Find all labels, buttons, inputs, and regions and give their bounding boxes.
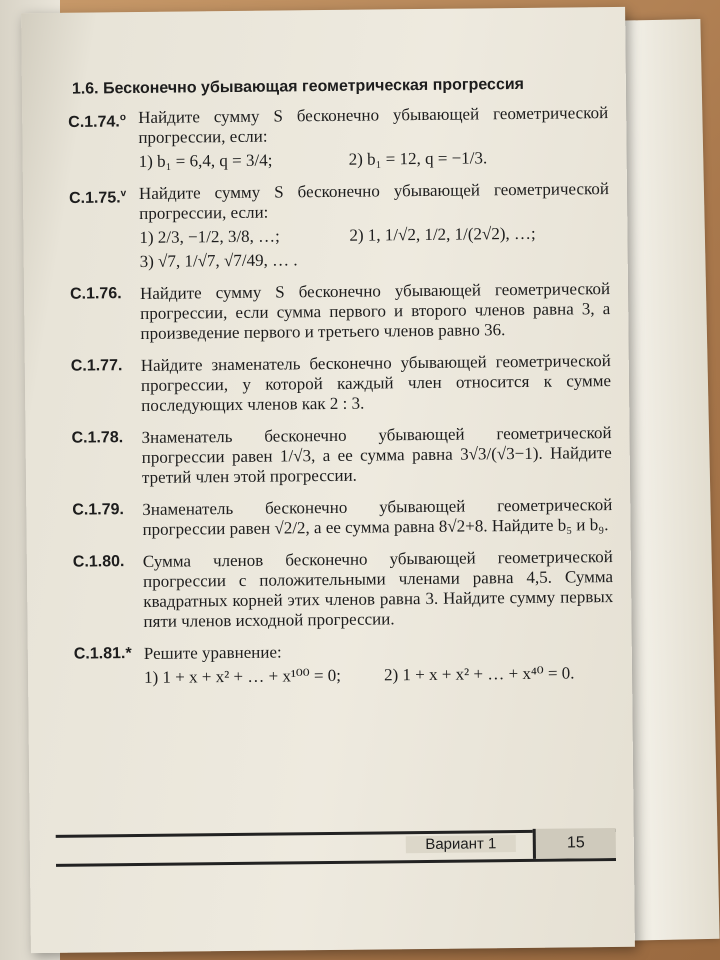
problem-number: C.1.77. — [70, 357, 123, 375]
variant-label: Вариант 1 — [406, 835, 516, 853]
book-page — [21, 7, 635, 953]
option-1: 1) 1 + x + x² + … + x¹⁰⁰ = 0; — [143, 665, 342, 687]
options — [139, 223, 609, 248]
problem-1-77 — [71, 351, 612, 417]
problem-text: Найдите сумму S бесконечно убывающей геометрической прогрессии, если сумма первого и второго членов равна 3, а произведение первого и третьего членов равно 36. — [139, 279, 611, 343]
difficulty-mark: v — [120, 188, 127, 200]
options — [139, 147, 609, 172]
difficulty-mark: o — [119, 112, 126, 124]
problem-1-76 — [70, 279, 611, 345]
options — [144, 663, 614, 688]
problem-1-78 — [71, 423, 612, 489]
problem-text: Решите уравнение: — [143, 642, 282, 663]
problem-number: C.1.76. — [69, 285, 122, 303]
problem-number: C.1.75. — [68, 189, 121, 208]
problem-text: Найдите сумму S бесконечно убывающей геометрической прогрессии, если: — [138, 103, 609, 147]
problem-number: C.1.81. — [73, 645, 126, 663]
problem-text: Найдите сумму S бесконечно убывающей геометрической прогрессии, если: — [138, 179, 610, 223]
problem-1-79 — [72, 495, 612, 541]
problem-text: Знаменатель бесконечно убывающей геометрической прогрессии равен √2/2, а ее сумма равна 8√2+8. Найдите b₅ и b₉. — [142, 495, 613, 539]
problem-number: C.1.74. — [68, 113, 120, 132]
problem-text: Знаменатель бесконечно убывающей геометрической прогрессии равен 1/√3, а ее сумма равна 3√3/(√3−1). Найдите третий член этой прогрессии. — [141, 423, 612, 487]
options-row-2 — [140, 247, 610, 272]
problem-1-75 — [69, 179, 610, 273]
problem-text: Сумма членов бесконечно убывающей геометрической прогрессии с положительными членами равна 4,5. Сумма квадратных корней этих членов равна 3. Найдите сумму первых пяти членов исходной прогрессии. — [142, 547, 614, 631]
option-1: 1) b₁ = 6,4, q = 3/4; — [138, 150, 273, 171]
section-title: 1.6. Бесконечно убывающая геометрическая прогрессия — [71, 75, 525, 98]
option-1: 1) 2/3, −1/2, 3/8, …; — [139, 226, 280, 247]
page-number: 15 — [533, 828, 616, 859]
problem-1-74 — [68, 103, 609, 173]
option-2: 2) b₁ = 12, q = −1/3. — [348, 148, 488, 169]
option-3: 3) √7, 1/√7, √7/49, … . — [139, 250, 298, 271]
page-content — [68, 75, 614, 701]
problem-1-80 — [73, 547, 614, 633]
page-footer — [56, 829, 616, 867]
option-2: 2) 1 + x + x² + … + x⁴⁰ = 0. — [383, 663, 575, 685]
option-2: 2) 1, 1/√2, 1/2, 1/(2√2), …; — [349, 223, 536, 245]
problem-number: C.1.79. — [72, 501, 124, 519]
difficulty-mark: * — [125, 645, 132, 663]
problem-number: C.1.78. — [71, 429, 124, 447]
problem-number: C.1.80. — [72, 553, 125, 571]
problem-text: Найдите знаменатель бесконечно убывающей геометрической прогрессии, у которой каждый член относится к сумме последующих членов как 2 : 3. — [140, 351, 612, 415]
problem-1-81 — [74, 639, 614, 689]
